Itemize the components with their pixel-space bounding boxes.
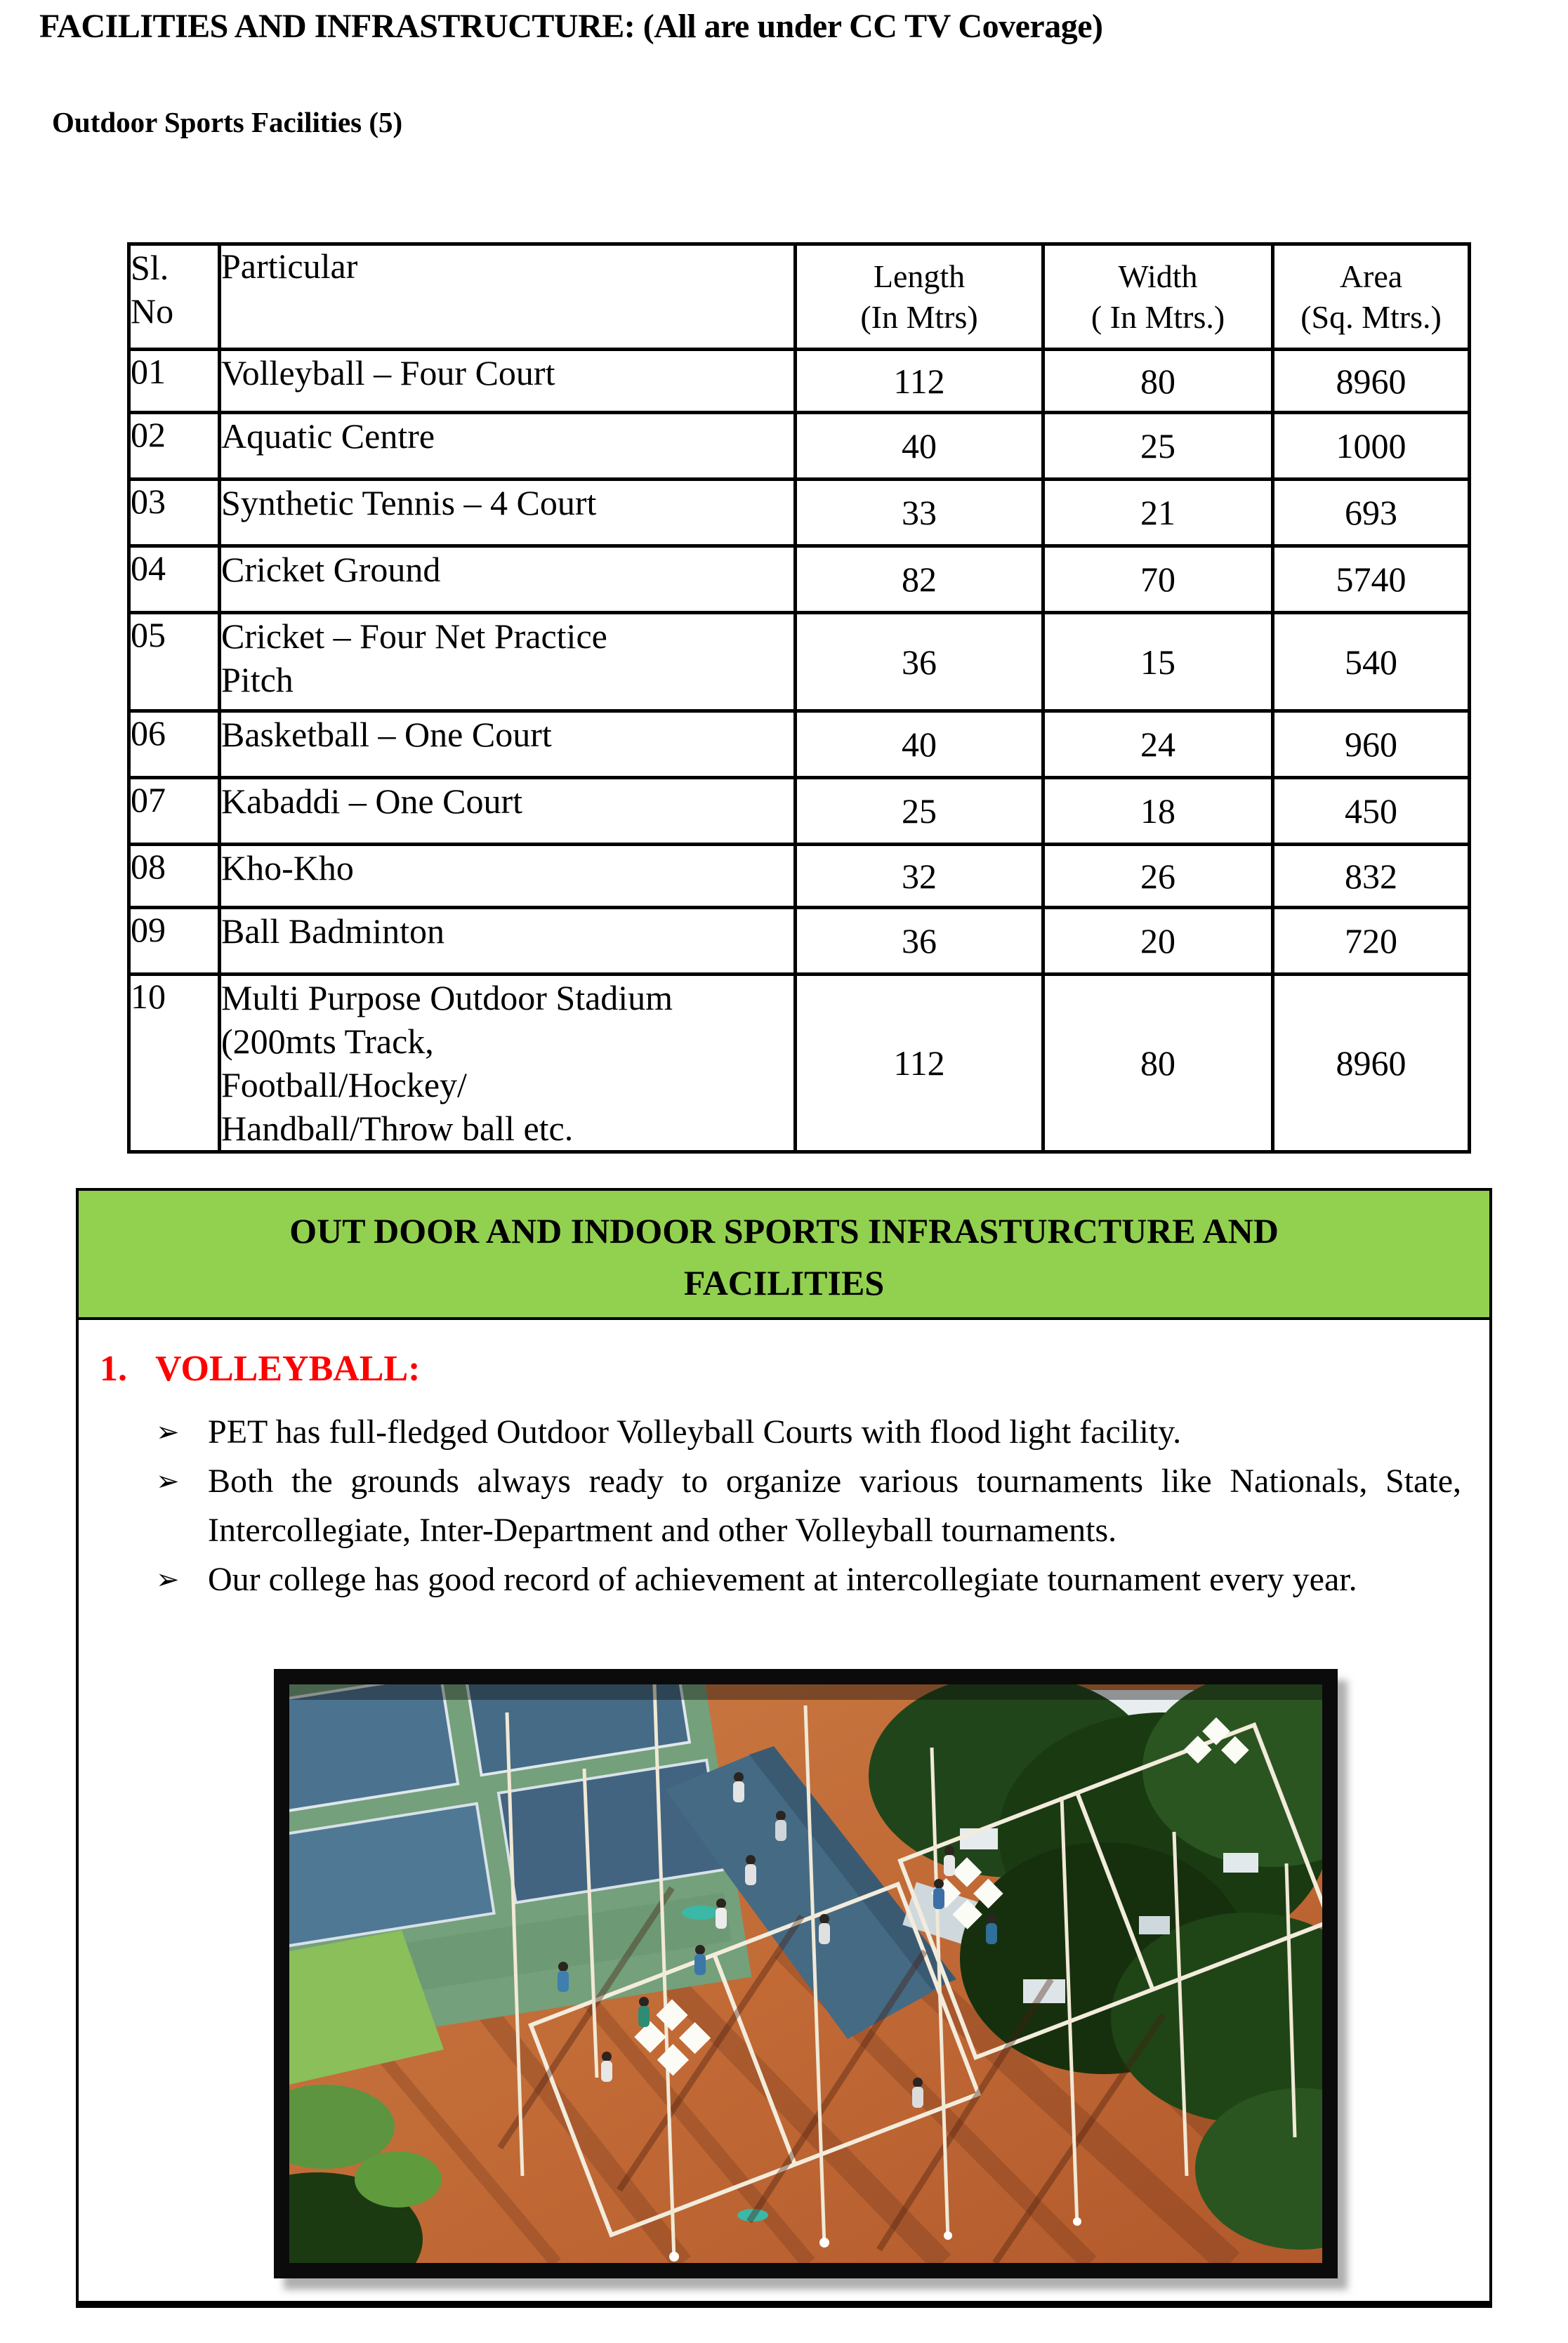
- header-line: Width: [1118, 258, 1198, 294]
- header-line: Sl.: [131, 248, 169, 287]
- table-row: [129, 413, 1470, 480]
- heading-number: 1.: [100, 1349, 127, 1389]
- cell-particular: [220, 908, 796, 975]
- page-title: FACILITIES AND INFRASTRUCTURE: (All are under CC TV Coverage): [39, 8, 1103, 45]
- table-row: [129, 975, 1470, 1152]
- cell-length: 40: [796, 711, 1043, 778]
- cell-width: 25: [1043, 413, 1273, 480]
- table-row: [129, 480, 1470, 546]
- particular-line: Cricket Ground: [221, 550, 441, 589]
- cell-sl-no: 06: [129, 711, 220, 778]
- cell-width: 24: [1043, 711, 1273, 778]
- cell-width: 80: [1043, 350, 1273, 413]
- arrow-bullet-icon: ➢: [156, 1564, 180, 1596]
- cell-sl-no: 02: [129, 413, 220, 480]
- header-line: ( In Mtrs.): [1091, 298, 1225, 335]
- cell-particular: [220, 480, 796, 546]
- cell-sl-no: 01: [129, 350, 220, 413]
- cell-length: 82: [796, 546, 1043, 613]
- cell-width: 21: [1043, 480, 1273, 546]
- bullet-item: [156, 1408, 1461, 1457]
- table-row: [129, 350, 1470, 413]
- cell-length: 25: [796, 778, 1043, 845]
- cell-particular: [220, 413, 796, 480]
- banner-line: OUT DOOR AND INDOOR SPORTS INFRASTURCTURE AND: [289, 1211, 1279, 1250]
- bullet-text: Both the grounds always ready to organize various tournaments like Nationals, State, Intercollegiate, Inter-Department and other Volleyball tournaments.: [208, 1463, 1461, 1549]
- cell-width: 80: [1043, 975, 1273, 1152]
- cell-sl-no: 04: [129, 546, 220, 613]
- particular-line: Synthetic Tennis – 4 Court: [221, 483, 597, 522]
- particular-line: Volleyball – Four Court: [221, 353, 555, 392]
- volleyball-heading: [100, 1348, 1489, 1390]
- particular-line: Ball Badminton: [221, 911, 445, 951]
- table-row: [129, 778, 1470, 845]
- header-width: [1043, 244, 1273, 350]
- bullet-item: [156, 1555, 1461, 1604]
- table-row: [129, 546, 1470, 613]
- table-row: [129, 613, 1470, 711]
- cell-sl-no: 07: [129, 778, 220, 845]
- particular-line: Basketball – One Court: [221, 715, 552, 754]
- cell-area: 720: [1273, 908, 1470, 975]
- volleyball-courts-photo: [274, 1669, 1338, 2278]
- particular-line: Football/Hockey/: [221, 1065, 467, 1104]
- cell-width: 26: [1043, 845, 1273, 908]
- particular-line: Aquatic Centre: [221, 416, 435, 456]
- cell-area: 5740: [1273, 546, 1470, 613]
- cell-sl-no: 09: [129, 908, 220, 975]
- cell-length: 36: [796, 613, 1043, 711]
- cell-width: 70: [1043, 546, 1273, 613]
- cell-length: 32: [796, 845, 1043, 908]
- cell-particular: [220, 778, 796, 845]
- cell-length: 36: [796, 908, 1043, 975]
- cell-particular: [220, 350, 796, 413]
- section-subtitle: Outdoor Sports Facilities (5): [52, 106, 403, 138]
- particular-line: Pitch: [221, 660, 294, 699]
- header-length: [796, 244, 1043, 350]
- header-line: Area: [1339, 258, 1403, 294]
- cell-particular: [220, 845, 796, 908]
- cell-particular: [220, 711, 796, 778]
- cell-length: 112: [796, 975, 1043, 1152]
- arrow-bullet-icon: ➢: [156, 1416, 180, 1448]
- cell-area: 832: [1273, 845, 1470, 908]
- bullet-text: PET has full-fledged Outdoor Volleyball Courts with flood light facility.: [208, 1413, 1182, 1451]
- facilities-table: [127, 242, 1471, 1154]
- cell-area: 8960: [1273, 975, 1470, 1152]
- cell-length: 40: [796, 413, 1043, 480]
- particular-line: Cricket – Four Net Practice: [221, 616, 607, 656]
- cell-sl-no: 08: [129, 845, 220, 908]
- cell-area: 1000: [1273, 413, 1470, 480]
- cell-particular: [220, 975, 796, 1152]
- cell-sl-no: 05: [129, 613, 220, 711]
- header-line: (In Mtrs): [860, 298, 978, 335]
- cell-width: 15: [1043, 613, 1273, 711]
- cell-sl-no: 03: [129, 480, 220, 546]
- table-header-row: [129, 244, 1470, 350]
- table-row: [129, 908, 1470, 975]
- bullet-text: Our college has good record of achievement at intercollegiate tournament every year.: [208, 1561, 1357, 1598]
- cell-particular: [220, 546, 796, 613]
- cell-length: 33: [796, 480, 1043, 546]
- cell-length: 112: [796, 350, 1043, 413]
- header-line: (Sq. Mtrs.): [1300, 298, 1442, 335]
- particular-line: Kho-Kho: [221, 848, 354, 887]
- table-row: [129, 845, 1470, 908]
- section-banner: [79, 1191, 1489, 1320]
- particular-line: Handball/Throw ball etc.: [221, 1109, 574, 1148]
- sports-infrastructure-section: [76, 1188, 1492, 2308]
- table-row: [129, 711, 1470, 778]
- arrow-bullet-icon: ➢: [156, 1465, 180, 1498]
- cell-area: 540: [1273, 613, 1470, 711]
- cell-width: 18: [1043, 778, 1273, 845]
- particular-line: (200mts Track,: [221, 1022, 434, 1061]
- bullet-list: [156, 1408, 1461, 1604]
- heading-label: VOLLEYBALL:: [155, 1349, 421, 1389]
- cell-sl-no: 10: [129, 975, 220, 1152]
- header-line: No: [131, 291, 174, 331]
- aerial-photo-illustration: [289, 1684, 1322, 2263]
- banner-line: FACILITIES: [683, 1263, 885, 1302]
- particular-line: Multi Purpose Outdoor Stadium: [221, 978, 673, 1017]
- header-area: [1273, 244, 1470, 350]
- bullet-item: [156, 1457, 1461, 1555]
- header-sl-no: [129, 244, 220, 350]
- cell-particular: [220, 613, 796, 711]
- cell-width: 20: [1043, 908, 1273, 975]
- header-line: Length: [873, 258, 966, 294]
- cell-area: 960: [1273, 711, 1470, 778]
- cell-area: 450: [1273, 778, 1470, 845]
- particular-line: Kabaddi – One Court: [221, 781, 523, 821]
- cell-area: 693: [1273, 480, 1470, 546]
- header-particular: Particular: [220, 244, 796, 350]
- cell-area: 8960: [1273, 350, 1470, 413]
